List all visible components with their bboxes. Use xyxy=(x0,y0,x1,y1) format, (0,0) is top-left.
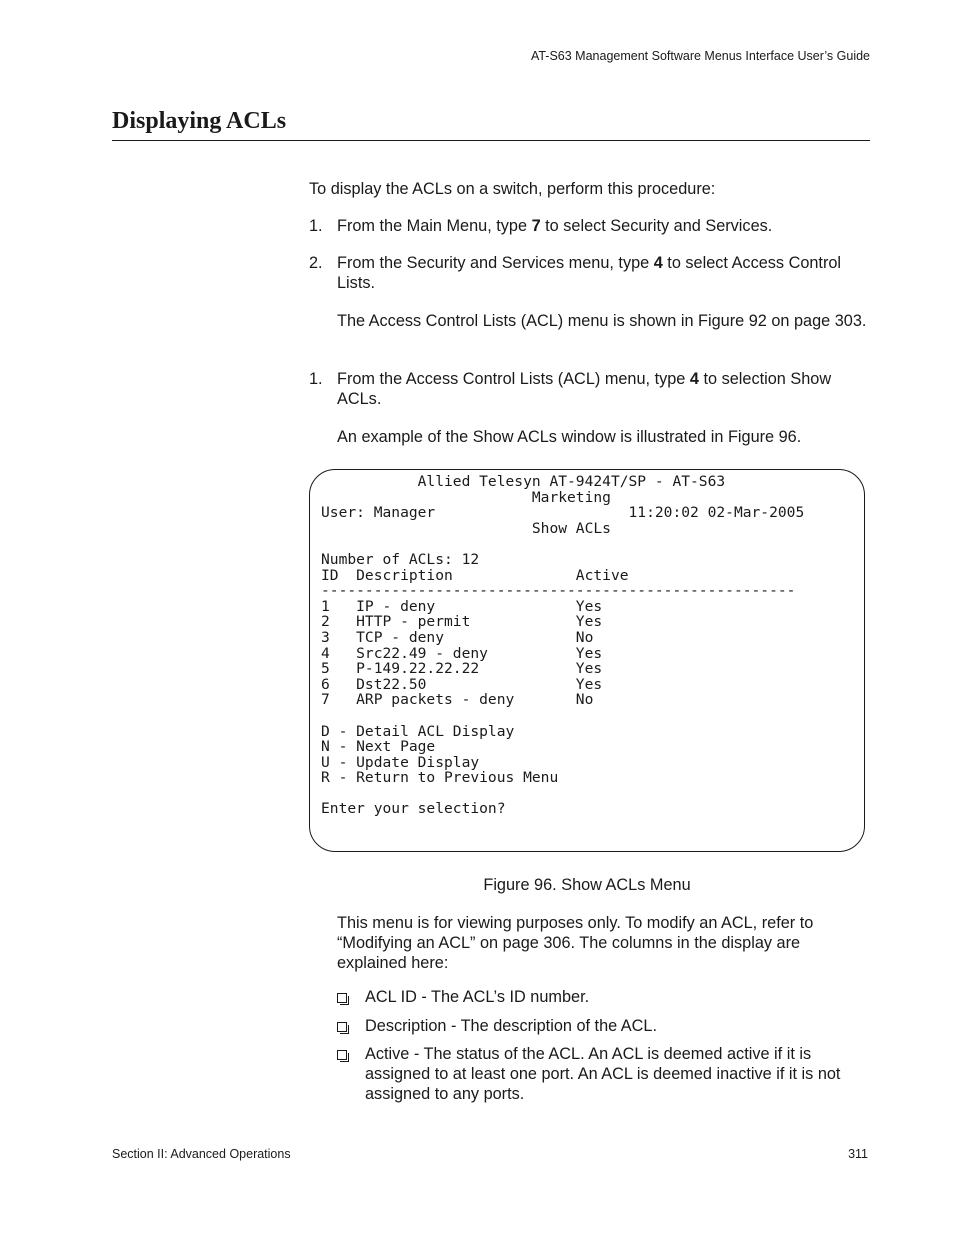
terminal-text xyxy=(321,474,804,817)
explanation-paragraph: This menu is for viewing purposes only. To modify an ACL, refer to “Modifying an ACL” on page 306. The columns in the display are explained here: xyxy=(337,914,814,972)
terminal-line xyxy=(321,708,804,724)
step-number: 2. xyxy=(309,254,323,272)
terminal-line: 1 IP - deny Yes xyxy=(321,597,603,615)
bullet-item: Active - The status of the ACL. An ACL is deemed active if it is assigned to at least one port. An ACL is deemed inactive if it is not assigned to any ports. xyxy=(365,1045,841,1103)
step-key: 4 xyxy=(653,254,663,272)
terminal-line: Number of ACLs: 12 xyxy=(321,550,480,568)
terminal-line: User: Manager 11:20:02 02-Mar-2005 xyxy=(321,504,805,522)
section-heading: Displaying ACLs xyxy=(112,108,287,134)
terminal-line: 3 TCP - deny No xyxy=(321,628,594,646)
heading-rule xyxy=(112,140,870,141)
terminal-line: 6 Dst22.50 Yes xyxy=(321,675,603,693)
step-text: From the Access Control Lists (ACL) menu, type 4 to selection Show ACLs. xyxy=(337,370,832,408)
bullet-item: ACL ID - The ACL’s ID number. xyxy=(365,988,590,1006)
terminal-line: R - Return to Previous Menu xyxy=(321,769,559,787)
terminal-line: 4 Src22.49 - deny Yes xyxy=(321,644,603,662)
running-header: AT-S63 Management Software Menus Interface User’s Guide xyxy=(530,49,870,63)
terminal-line: 7 ARP packets - deny No xyxy=(321,691,594,709)
step-key: 4 xyxy=(689,370,699,388)
terminal-line: Allied Telesyn AT-9424T/SP - AT-S63 xyxy=(321,473,726,490)
intro-paragraph: To display the ACLs on a switch, perform this procedure: xyxy=(309,180,716,198)
checkbox-bullet-icon xyxy=(337,1047,349,1059)
note-paragraph: An example of the Show ACLs window is illustrated in Figure 96. xyxy=(337,428,802,446)
terminal-line xyxy=(321,536,804,552)
checkbox-bullet-icon xyxy=(337,1019,349,1031)
step-text: From the Security and Services menu, type 4 to select Access Control Lists. xyxy=(337,254,842,292)
bullet-item: Description - The description of the ACL. xyxy=(365,1017,658,1035)
checkbox-bullet-icon xyxy=(337,990,349,1002)
footer-section: Section II: Advanced Operations xyxy=(112,1147,291,1161)
step-number: 1. xyxy=(309,217,323,235)
terminal-line: Show ACLs xyxy=(321,519,611,537)
step-text: From the Main Menu, type 7 to select Security and Services. xyxy=(337,217,773,235)
step-key: 7 xyxy=(531,217,541,235)
terminal-line: N - Next Page xyxy=(321,738,436,756)
terminal-line xyxy=(321,786,804,802)
terminal-line: D - Detail ACL Display xyxy=(321,722,515,740)
terminal-line: ID Description Active xyxy=(321,566,629,584)
step-number: 1. xyxy=(309,370,323,388)
footer-page-number: 311 xyxy=(848,1147,868,1161)
terminal-line: ------------------------------------------------------ xyxy=(321,582,796,600)
terminal-line: Marketing xyxy=(321,488,611,506)
terminal-line: Enter your selection? xyxy=(321,800,506,818)
note-paragraph: The Access Control Lists (ACL) menu is shown in Figure 92 on page 303. xyxy=(337,312,867,330)
figure-caption: Figure 96. Show ACLs Menu xyxy=(483,876,691,894)
terminal-line: U - Update Display xyxy=(321,753,480,771)
terminal-line: 2 HTTP - permit Yes xyxy=(321,613,603,631)
terminal-line: 5 P-149.22.22.22 Yes xyxy=(321,660,603,678)
